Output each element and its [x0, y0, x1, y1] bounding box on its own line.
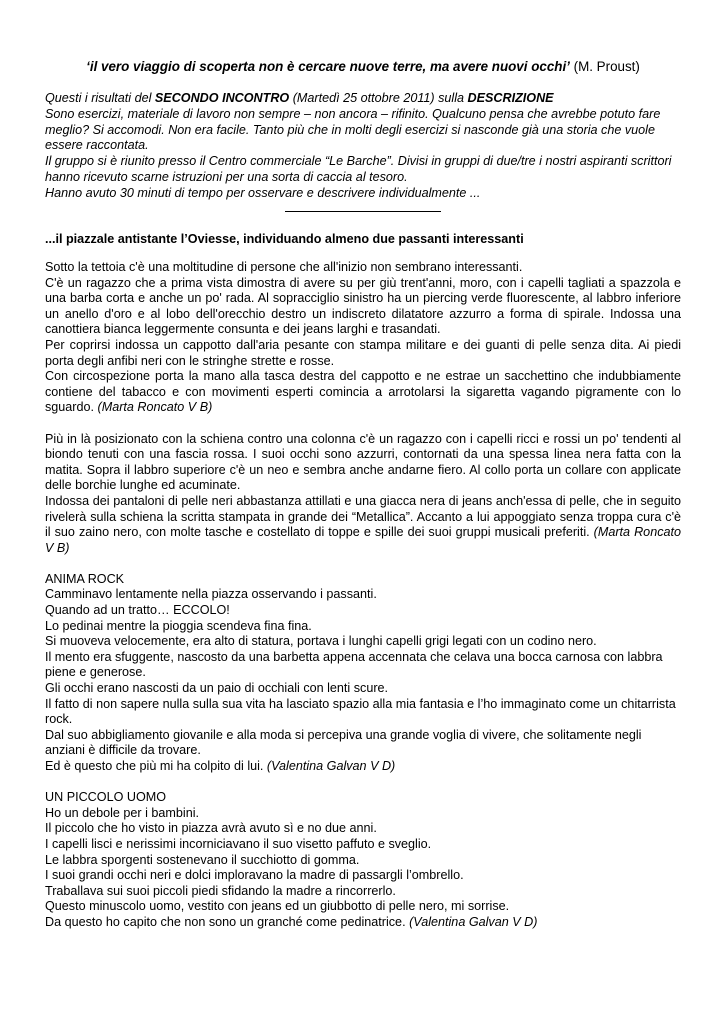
spacer [45, 416, 681, 432]
story-line: Gli occhi erano nascosti da un paio di occhiali con lenti scure. [45, 681, 389, 696]
story-line: Lo pedinai mentre la pioggia scendeva fina fina. [45, 618, 312, 633]
story-line: Questo minuscolo uomo, vestito con jeans ed un giubbotto di pelle nero, mi sorrise. [45, 899, 510, 914]
author-signature: (Marta Roncato V B) [97, 400, 213, 415]
spacer [45, 556, 681, 572]
page-title [45, 58, 681, 76]
paragraph: C'è un ragazzo che a prima vista dimostra di avere su per giù trent'anni, moro, con i capelli tagliati a spazzola e una barba corta e anche un po' rada. Al sopracciglio sinistro ha un piercing verde fluorescente, al labbro inferiore un anello d'oro e al lobo dell'orecchio destro un indiscreto dilatatore azzurro a forma di spirale. Indossa una canottiera bianca leggermente consunta e dei jeans larghi e trasandati. [45, 275, 681, 337]
paragraph-text: Con circospezione porta la mano alla tasca destra del cappotto e ne estrae un sacchettino che indubbiamente contiene del tabacco e con movimenti esperti comincia a arrotolarsi la sigaretta vagando pigramente con lo sguardo. [45, 369, 681, 415]
spacer [45, 775, 681, 791]
document-body [45, 260, 681, 931]
story-line: Quando ad un tratto… ECCOLO! [45, 603, 230, 618]
story-line: Si muoveva velocemente, era alto di statura, portava i lunghi capelli grigi legati con un codino nero. [45, 634, 597, 649]
paragraph-text: Da questo ho capito che non sono un granché come pedinatrice. [45, 914, 410, 929]
paragraph [45, 494, 681, 556]
story-line: Camminavo lentamente nella piazza osservando i passanti. [45, 587, 377, 602]
intro-meeting: SECONDO INCONTRO [154, 91, 290, 105]
story-line: Le labbra sporgenti sostenevano il succhiotto di gomma. [45, 852, 360, 867]
title-quote: ‘il vero viaggio di scoperta non è cercare nuove terre, ma avere nuovi occhi’ [86, 59, 570, 74]
story-title: ANIMA ROCK [45, 571, 125, 586]
story-line [45, 915, 681, 931]
intro-topic: DESCRIZIONE [467, 91, 554, 105]
story-line: Il mento era sfuggente, nascosto da una barbetta appena accennata che celava una bocca carnosa con labbra piene e generose. [45, 649, 663, 680]
story-line [45, 759, 681, 775]
paragraph-text: Indossa dei pantaloni di pelle neri abbastanza attillati e una giacca nera di jeans anch'essa di pelle, che in seguito rivelerà sulla schiena la scritta stampata in grande dei “Metallica”. Accanto a lui appoggiato senza troppa cura c'è il suo zaino nero, con molte tasche e costellato di toppe e spille dei suoi gruppi musicali preferiti. [45, 493, 681, 540]
story-line: Il fatto di non sapere nulla sulla sua vita ha lasciato spazio alla mia fantasia e l’ho immaginato come un chitarrista rock. [45, 696, 676, 727]
story-line: Dal suo abbigliamento giovanile e alla moda si percepiva una grande voglia di vivere, che solitamente negli anziani è difficile da trovare. [45, 727, 642, 758]
story-line: I capelli lisci e nerissimi incorniciavano il suo visetto paffuto e sveglio. [45, 836, 432, 851]
paragraph: Per coprirsi indossa un cappotto dall'aria pesante con stampa militare e dei guanti di pelle senza dita. Ai piedi porta degli anfibi neri con le stringhe strette e rosse. [45, 337, 681, 368]
title-author: (M. Proust) [573, 59, 640, 74]
intro-paragraph: Hanno avuto 30 minuti di tempo per osservare e descrivere individualmente ... [45, 185, 481, 200]
intro-paragraph: Il gruppo si è riunito presso il Centro commerciale “Le Barche”. Divisi in gruppi di due/tre i nostri aspiranti scrittori hanno ricevuto scarne istruzioni per una sorta di caccia al tesoro. [45, 154, 672, 184]
intro-block [45, 91, 681, 202]
story-line: I suoi grandi occhi neri e dolci imploravano la madre di passargli l’ombrello. [45, 868, 464, 883]
section-heading: ...il piazzale antistante l’Oviesse, individuando almeno due passanti interessanti [45, 232, 524, 246]
story-title: UN PICCOLO UOMO [45, 790, 167, 805]
story-line: Ho un debole per i bambini. [45, 805, 200, 820]
author-signature: (Valentina Galvan V D) [266, 759, 396, 773]
intro-line-1 [45, 91, 681, 107]
paragraph-text: Ed è questo che più mi ha colpito di lui. [45, 759, 267, 773]
author-signature: (Marta Roncato V B) [45, 525, 681, 555]
intro-paragraph: Sono esercizi, materiale di lavoro non sempre – non ancora – rifinito. Qualcuno pensa che avrebbe potuto fare meglio? Si accomodi. Non era facile. Tanto più che in molti degli esercizi si nasconde già una storia che vuole essere raccontata. [45, 106, 661, 153]
paragraph: Sotto la tettoia c'è una moltitudine di persone che all'inizio non sembrano interessanti. [45, 260, 523, 274]
author-signature: (Valentina Galvan V D) [409, 914, 538, 929]
story-line: Il piccolo che ho visto in piazza avrà avuto sì e no due anni. [45, 821, 377, 836]
story-line: Traballava sui suoi piccoli piedi sfidando la madre a rincorrerlo. [45, 883, 396, 898]
divider [285, 211, 441, 212]
intro-date: (Martedì 25 ottobre 2011) sulla [289, 91, 468, 105]
intro-text: Questi i risultati del [45, 91, 155, 105]
paragraph: Più in là posizionato con la schiena contro una colonna c'è un ragazzo con i capelli ricci e rossi un po' tendenti al biondo tenuti con una fascia rossa. I suoi occhi sono azzurri, contornati da una spessa linea nera fatta con la matita. Sopra il labbro superiore c'è un neo e sembra anche andarne fiero. Al collo porta un collare con applicate delle borchie lunghe ed acuminate. [45, 431, 681, 493]
paragraph [45, 369, 681, 416]
